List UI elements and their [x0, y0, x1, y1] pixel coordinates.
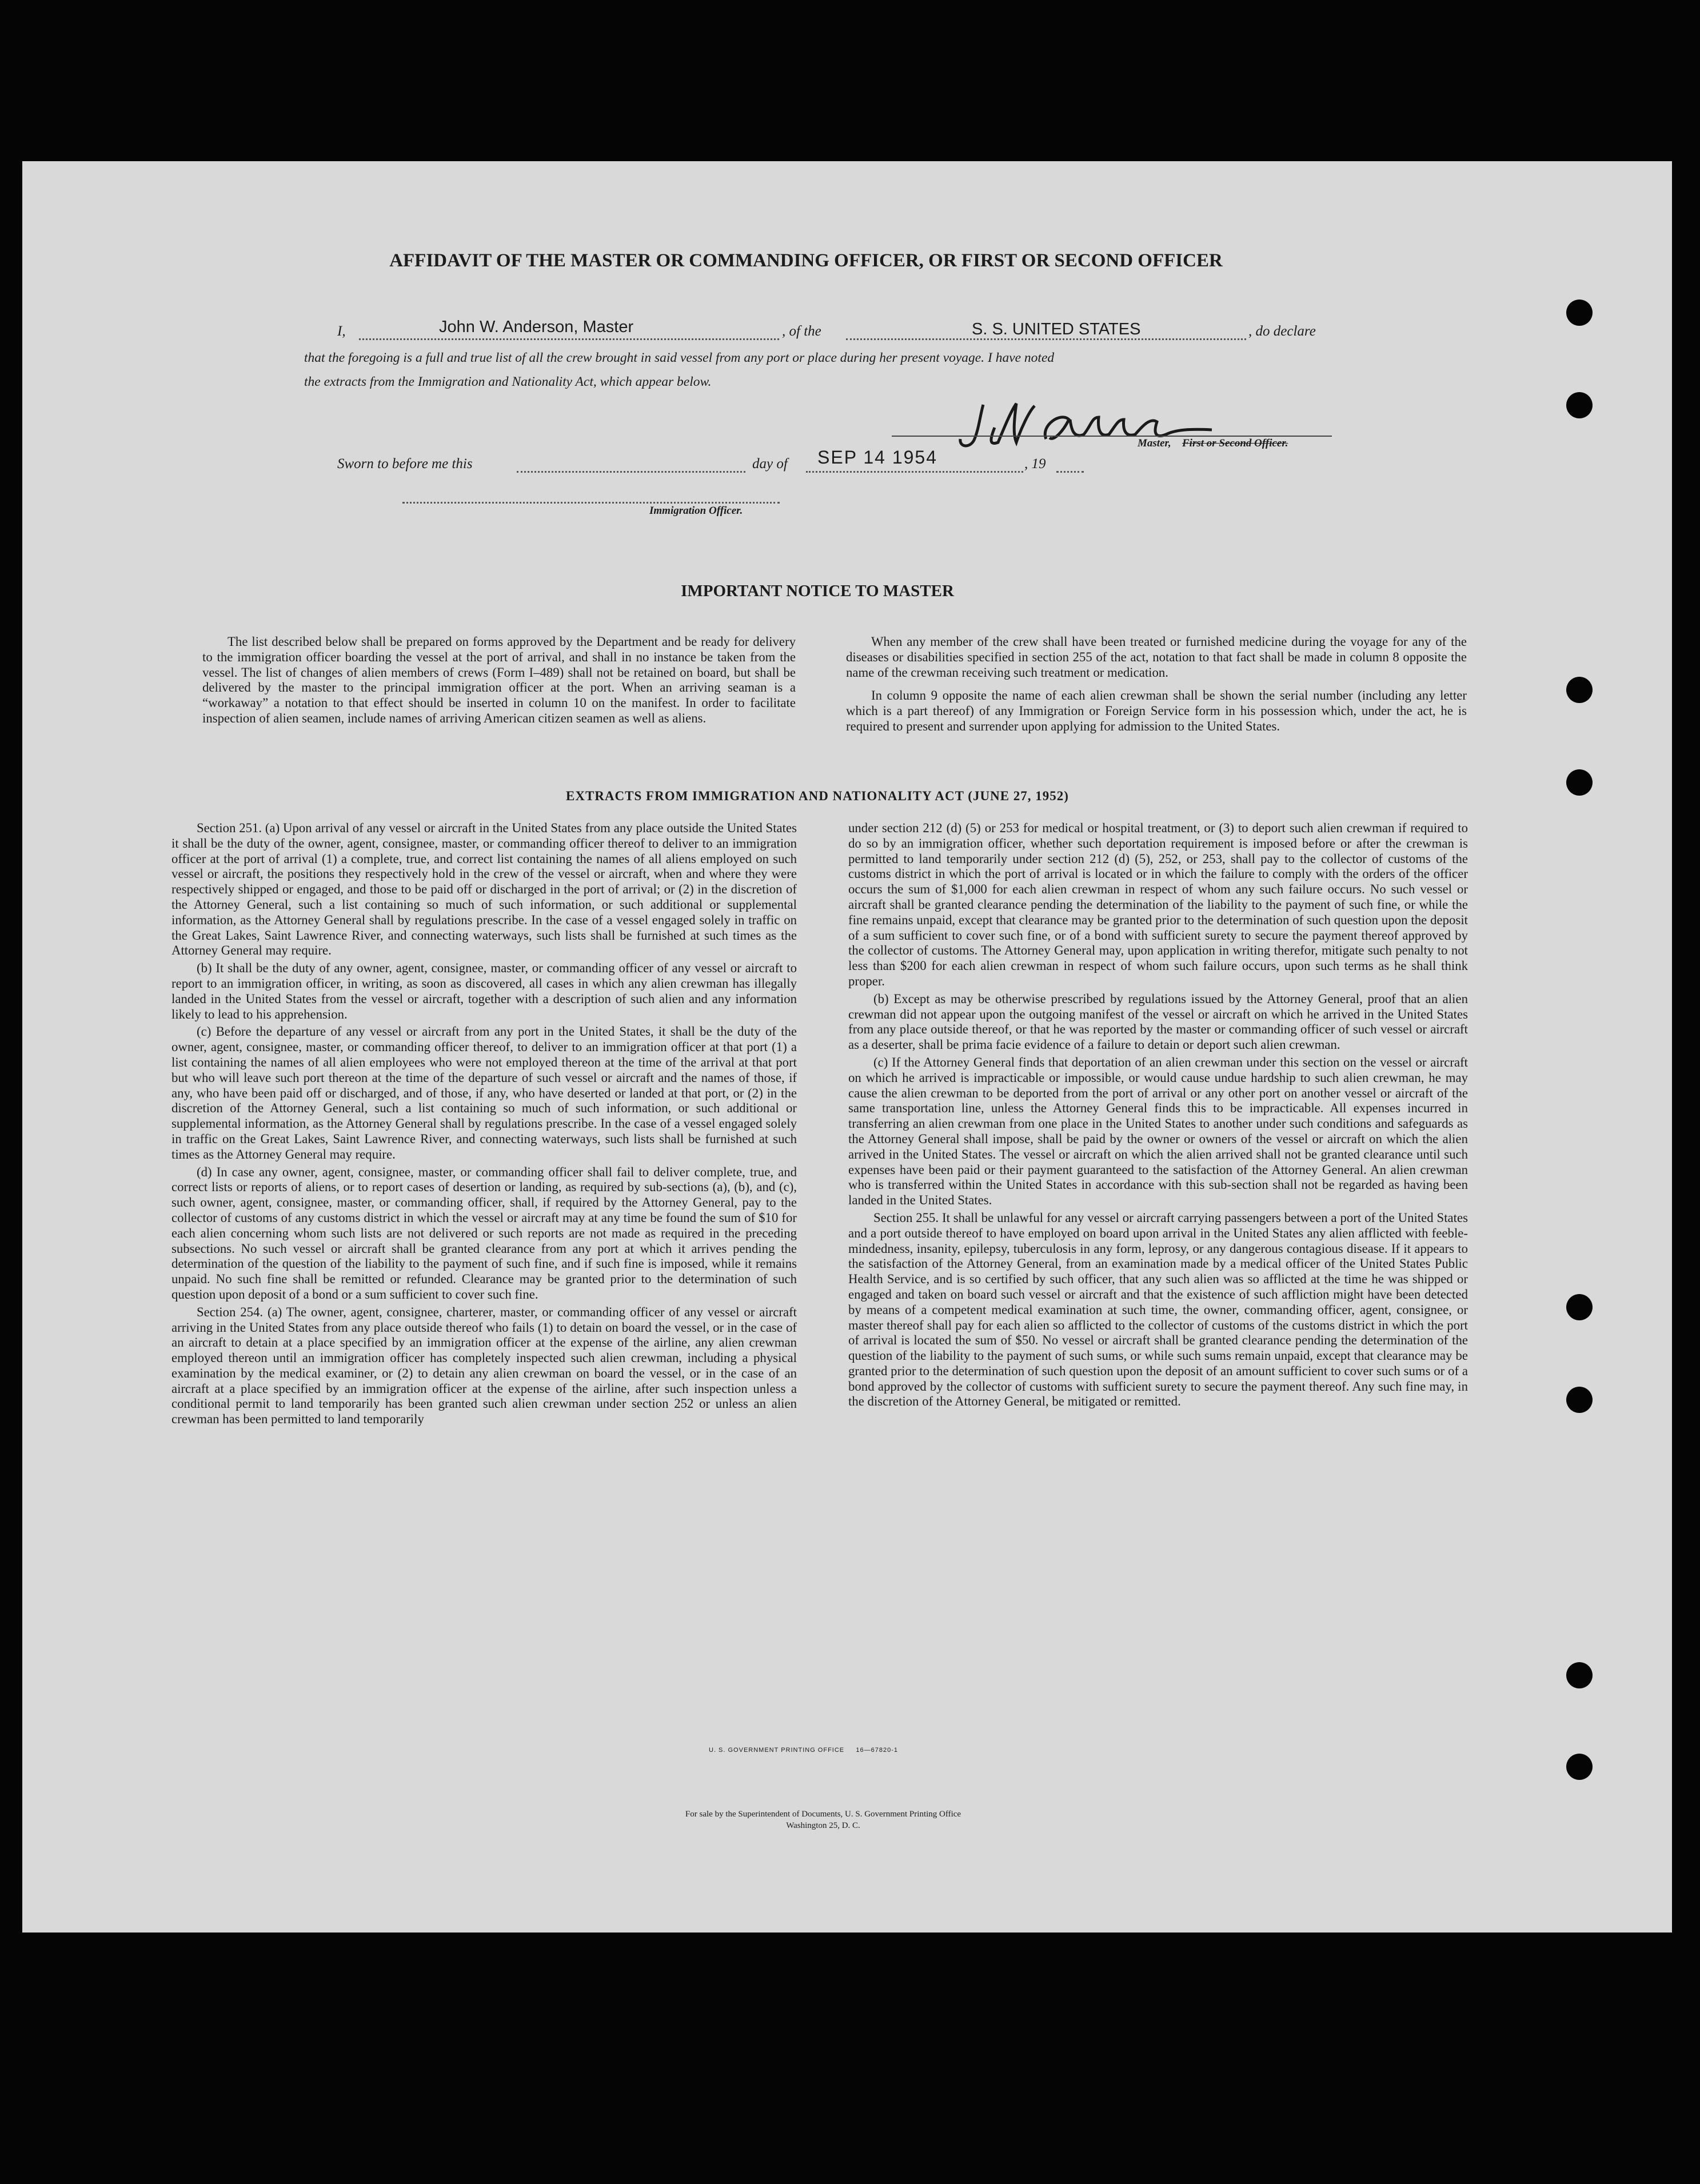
act-section-paragraph: (c) If the Attorney General finds that deportation of an alien crewman under this section on the vessel or aircraft on which he arrived is impracticable or impossible, or would cause undue hardship to such alien crewman, he may cause the alien crewman to be deported from the port of arrival or any other port on another vessel or aircraft of the same transportation line, unless the Attorney General finds this to be impracticable. All expenses incurred in transferring an alien crewman from one place in the United States to another under such conditions and safeguards as the Attorney General shall impose, shall be paid by the owner or owners of the vessel or aircraft on which the alien arrived in the United States. The vessel or aircraft on which the alien arrived shall not be granted clearance until such expenses have been paid or their payment guaranteed to the satisfaction of the Attorney General. An alien crewman who is transferred within the United States in accordance with this sub-section shall not be regarded as having been landed in the United States.: [848, 1055, 1468, 1208]
immigration-officer-caption: Immigration Officer.: [649, 505, 743, 517]
vessel-name-field: S. S. UNITED STATES: [972, 320, 1141, 338]
punch-hole-2: [1566, 392, 1593, 418]
affidavit-statement-line-2: the extracts from the Immigration and Nationality Act, which appear below.: [304, 374, 712, 389]
act-section-paragraph: Section 254. (a) The owner, agent, consignee, charterer, master, or commanding officer of any vessel or aircraft arriving in the United States from any place outside thereof who fails (1) to detain on board the vessel, or in the case of an aircraft to detain at a place specified by an immigration officer at the expense of the airline, any alien crewman employed thereon until an immigration officer has completely inspected such alien crewman, including a physical examination by the medical examiner, or (2) to detain any alien crewman on board the vessel, or in the case of an aircraft at a place specified by an immigration officer at the expense of the airline, after such inspection unless a conditional permit to land temporarily has been granted such alien crewman under section 252 or unless an alien crewman has been permitted to land temporarily: [171, 1304, 797, 1427]
punch-hole-7: [1566, 1662, 1593, 1688]
affidavit-i-label: I,: [337, 324, 346, 339]
day-of-label: day of: [752, 456, 788, 472]
act-section-paragraph: (b) Except as may be otherwise prescribed by regulations issued by the Attorney General, proof that an alien crewman did not appear upon the outgoing manifest of the vessel or aircraft on which he arrived in the United States from any place outside thereof, or that he was reported by the master or commanding officer of such vessel or aircraft as a deserter, shall be prima facie evidence of a failure to detain or deport such alien crewman.: [848, 991, 1468, 1052]
notice-paragraph: In column 9 opposite the name of each alien crewman shall be shown the serial number (including any letter which is a part thereof) of any Immigration or Foreign Service form in his possession which, under the act, he is required to present and surrender upon applying for admission to the United States.: [846, 688, 1467, 733]
affidavit-statement-line-1: that the foregoing is a full and true list of all the crew brought in said vessel from any port or place during her present voyage. I have noted: [304, 350, 1055, 365]
notice-right-column: [846, 634, 1467, 737]
act-section-paragraph: (d) In case any owner, agent, consignee, master, or commanding officer shall fail to deliver complete, true, and correct lists or reports of aliens, or to report cases of desertion or landing, as required by sub-sections (a), (b), and (c), such owner, agent, consignee, master, or commanding officer, shall, if required by the Attorney General, pay to the collector of customs of any customs district in which the vessel or aircraft may at any time be found the sum of $10 for each alien concerning whom such lists are not delivered or such reports are not made as required in the preceding subsections. No such vessel or aircraft shall be granted clearance from any port at which it arrives pending the determination of the question of the liability to the payment of such fine, and if such fine is imposed, while it remains unpaid. No such fine shall be remitted or refunded. Clearance may be granted prior to the determination of such question upon deposit of a bond or a sum sufficient to cover such fine.: [171, 1164, 797, 1301]
sale-notice-line-1: For sale by the Superintendent of Documents, U. S. Government Printing Office: [685, 1810, 961, 1819]
struck-officer-caption: First or Second Officer.: [1182, 437, 1288, 449]
act-section-paragraph: under section 212 (d) (5) or 253 for medical or hospital treatment, or (3) to deport such alien crewman if required to do so by an immigration officer, whether such deportation requirement is imposed before or after the crewman is permitted to land temporarily under section 212 (d) (5), 252, or 253, shall pay to the collector of customs of the customs district in which the port of arrival is located or in which the failure to comply with the orders of the officer occurs the sum of $1,000 for each alien crewman in respect of whom any such failure occurs. No such vessel or aircraft shall be granted clearance pending the determination of the liability to the payment of such fine, or while the fine remains unpaid, except that clearance may be granted prior to the determination of such question upon the deposit of a sum sufficient to cover such fine, or of a bond with sufficient surety to secure the payment thereof approved by the collector of customs. The Attorney General may, upon application in writing therefor, mitigate such penalty to not less than $200 for each alien crewman in respect of whom such failure occurs, upon such terms as he shall think proper.: [848, 821, 1468, 988]
master-name-field: John W. Anderson, Master: [439, 318, 634, 336]
punch-hole-3: [1566, 677, 1593, 703]
extracts-right-column: [848, 821, 1468, 1412]
of-the-label: , of the: [782, 324, 821, 339]
master-caption: Master,: [1138, 437, 1171, 449]
sale-notice-line-2: Washington 25, D. C.: [786, 1821, 860, 1830]
act-section-paragraph: Section 255. It shall be unlawful for any vessel or aircraft carrying passengers between a port of the United States and a port outside thereof to have employed on board upon arrival in the United States any alien afflicted with feeble-mindedness, insanity, epilepsy, tuberculosis in any form, leprosy, or any dangerous contagious disease. If it appears to the satisfaction of the Attorney General, from an examination made by a medical officer of the United States Public Health Service, and is so certified by such officer, that any such alien was so afflicted at the time he was shipped or engaged and taken on board such vessel or aircraft and that the existence of such affliction might have been detected by means of a competent medical examination at such time, the owner, commanding officer, agent, consignee, or master thereof shall pay for each alien so afflicted to the collector of customs of the customs district in which the port of arrival is located the sum of $50. No vessel or aircraft shall be granted clearance pending the determination of the question of the liability to the payment of such sums, or while such sums remain unpaid, except that clearance may be granted prior to the determination of such question upon the deposit of an amount sufficient to cover such sums or of a bond approved by the collector of customs with sufficient surety to secure the payment thereof. Any such fine may, in the discretion of the Attorney General, be mitigated or remitted.: [848, 1210, 1468, 1409]
act-section-paragraph: (c) Before the departure of any vessel or aircraft from any port in the United States, it shall be the duty of the owner, agent, consignee, master, or commanding officer thereof, to deliver to an immigration officer at that port (1) a list containing the names of all alien employees who were not employed thereon at the time of the arrival at that port but who will leave such port thereon at the time of the departure of such vessel or aircraft and the names of those, if any, who have been paid off or discharged, and of those, if any, who have deserted or landed at that port, or (2) in the discretion of the Attorney General, such a list containing so much of such information, or such additional or supplemental information, as the Attorney General shall by regulations prescribe. In the case of a vessel engaged solely in traffic on the Great Lakes, Saint Lawrence River, and connecting waterways, such lists shall be furnished at such times as the Attorney General may require.: [171, 1024, 797, 1161]
notice-title: IMPORTANT NOTICE TO MASTER: [681, 582, 954, 600]
do-declare-label: , do declare: [1248, 324, 1316, 339]
act-section-paragraph: (b) It shall be the duty of any owner, agent, consignee, master, or commanding officer of any vessel or aircraft to report to an immigration officer, in writing, as soon as discovered, all cases in which any alien crewman has illegally landed in the United States from the vessel or aircraft, together with a description of such alien and any information likely to lead to his apprehension.: [171, 961, 797, 1021]
extracts-left-column: [171, 821, 797, 1430]
date-stamp: SEP 14 1954: [817, 447, 938, 468]
gpo-imprint: U. S. GOVERNMENT PRINTING OFFICE 16—67820-1: [709, 1747, 899, 1754]
notice-paragraph: The list described below shall be prepared on forms approved by the Department and be ready for delivery to the immigration officer boarding the vessel at the port of arrival, and shall in no instance be taken from the vessel. The list of changes of alien members of crews (Form I–489) shall not be retained on board, but shall be delivered by the master to the principal immigration officer at the port. When an arriving seaman is a “workaway” a notation to that effect should be inserted in column 10 on the manifest. In order to facilitate inspection of alien seamen, include names of arriving American citizen seamen as well as aliens.: [202, 634, 796, 725]
year-suffix-label: , 19: [1024, 456, 1046, 472]
notice-paragraph: When any member of the crew shall have been treated or furnished medicine during the voyage for any of the diseases or disabilities specified in section 255 of the act, notation to that fact shall be made in column 8 opposite the name of the crewman receiving such treatment or medication.: [846, 634, 1467, 680]
affidavit-title: AFFIDAVIT OF THE MASTER OR COMMANDING OFFICER, OR FIRST OR SECOND OFFICER: [389, 250, 1223, 271]
punch-hole-1: [1566, 300, 1593, 326]
punch-hole-4: [1566, 769, 1593, 796]
notice-left-column: [202, 634, 796, 729]
sworn-label: Sworn to before me this: [337, 456, 473, 472]
extracts-title: EXTRACTS FROM IMMIGRATION AND NATIONALITY ACT (JUNE 27, 1952): [566, 789, 1069, 803]
punch-hole-8: [1566, 1754, 1593, 1780]
punch-hole-6: [1566, 1387, 1593, 1413]
act-section-paragraph: Section 251. (a) Upon arrival of any vessel or aircraft in the United States from any place outside the United States it shall be the duty of the owner, agent, consignee, master, or commanding officer thereof to deliver to an immigration officer at the port of arrival (1) a complete, true, and correct list containing the names of all aliens employed on such vessel or aircraft, the positions they respectively hold in the crew of the vessel or aircraft, when and where they were respectively shipped or engaged, and those to be paid off or discharged in the port of arrival; or (2) in the discretion of the Attorney General, such a list containing so much of such information, or such additional or supplemental information, as the Attorney General shall by regulations prescribe. In the case of a vessel engaged solely in traffic on the Great Lakes, Saint Lawrence River, and connecting waterways, such lists shall be furnished at such times as the Attorney General may require.: [171, 821, 797, 958]
punch-hole-5: [1566, 1294, 1593, 1320]
